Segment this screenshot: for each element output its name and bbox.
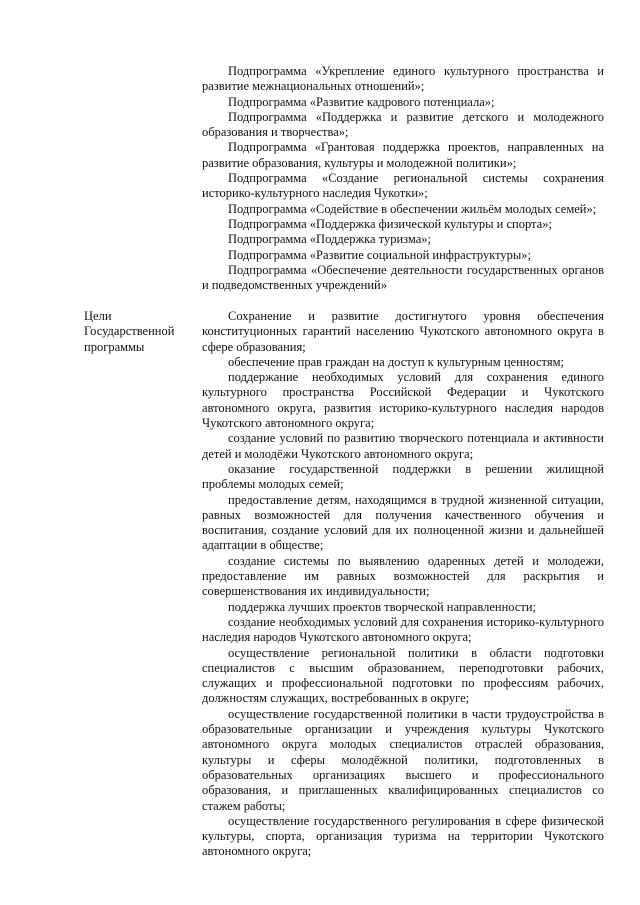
goals-label: Цели Государственной программы — [84, 309, 175, 354]
goals-list — [202, 309, 604, 860]
subprogram-item: Подпрограмма «Поддержка и развитие детского и молодежного образования и творчества»; — [202, 109, 604, 140]
goal-item: осуществление региональной политики в области подготовки специалистов с высшим образованием, переподготовки рабочих, служащих и профессиональной подготовки по профессиям рабочих, должностям служащих, востребованных в округе; — [202, 645, 604, 706]
subprogram-item: Подпрограмма «Поддержка физической культуры и спорта»; — [228, 216, 552, 231]
subprogram-item: Подпрограмма «Развитие кадрового потенциала»; — [228, 94, 495, 109]
goal-item: осуществление государственного регулирования в сфере физической культуры, спорта, организация туризма на территории Чукотского автономного округа; — [202, 813, 604, 859]
subprogram-item: Подпрограмма «Укрепление единого культурного пространства и развитие межнациональных отношений»; — [202, 64, 604, 94]
goal-item: создание системы по выявлению одаренных детей и молодежи, предоставление им равных возможностей для раскрытия и совершенствования их индивидуальности; — [202, 553, 604, 599]
goal-item: обеспечение прав граждан на доступ к культурным ценностям; — [228, 354, 564, 369]
goal-item: оказание государственной поддержки в решении жилищной проблемы молодых семей; — [202, 461, 604, 492]
goal-item: осуществление государственной политики в части трудоустройства в образовательные организации и учреждения культуры Чукотского автономного округа молодых специалистов отраслей образования, культуры и сферы молодёжной политики, подготовленных в образовательных организациях высшего и профессионального образования, и приглашенных квалифицированных специалистов со стажем работы; — [202, 706, 604, 813]
subprogram-item: Подпрограмма «Грантовая поддержка проектов, направленных на развитие образования, культуры и молодежной политики»; — [202, 140, 604, 170]
goal-item: создание условий по развитию творческого потенциала и активности детей и молодёжи Чукотского автономного округа; — [202, 431, 604, 461]
goal-item: поддержка лучших проектов творческой направленности; — [228, 599, 536, 614]
subprogram-item: Подпрограмма «Создание региональной системы сохранения историко-культурного наследия Чукотки»; — [202, 171, 604, 201]
goal-item: поддержание необходимых условий для сохранения единого культурного пространства Российской Федерации и Чукотского автономного округа, развития историко-культурного наследия народов Чукотского автономного округа; — [202, 370, 604, 431]
subprogram-item: Подпрограмма «Содействие в обеспечении жильём молодых семей»; — [228, 201, 597, 216]
subprogram-item: Подпрограмма «Поддержка туризма»; — [228, 232, 432, 247]
goal-item: создание необходимых условий для сохранения историко-культурного наследия народов Чукотского автономного округа; — [202, 614, 604, 645]
subprogram-item: Подпрограмма «Развитие социальной инфраструктуры»; — [228, 247, 532, 262]
subprogram-item: Подпрограмма «Обеспечение деятельности государственных органов и подведомственных учреждений» — [202, 262, 604, 293]
subprogram-list — [202, 64, 604, 293]
goal-item: предоставление детям, находящимся в трудной жизненной ситуации, равных возможностей для получения качественного обучения и воспитания, создание условий для их полноценной жизни и дальнейшей адаптации в обществе; — [202, 492, 604, 553]
goal-item: Сохранение и развитие достигнутого уровня обеспечения конституционных гарантий населению Чукотского автономного округа в сфере образования; — [202, 309, 604, 354]
